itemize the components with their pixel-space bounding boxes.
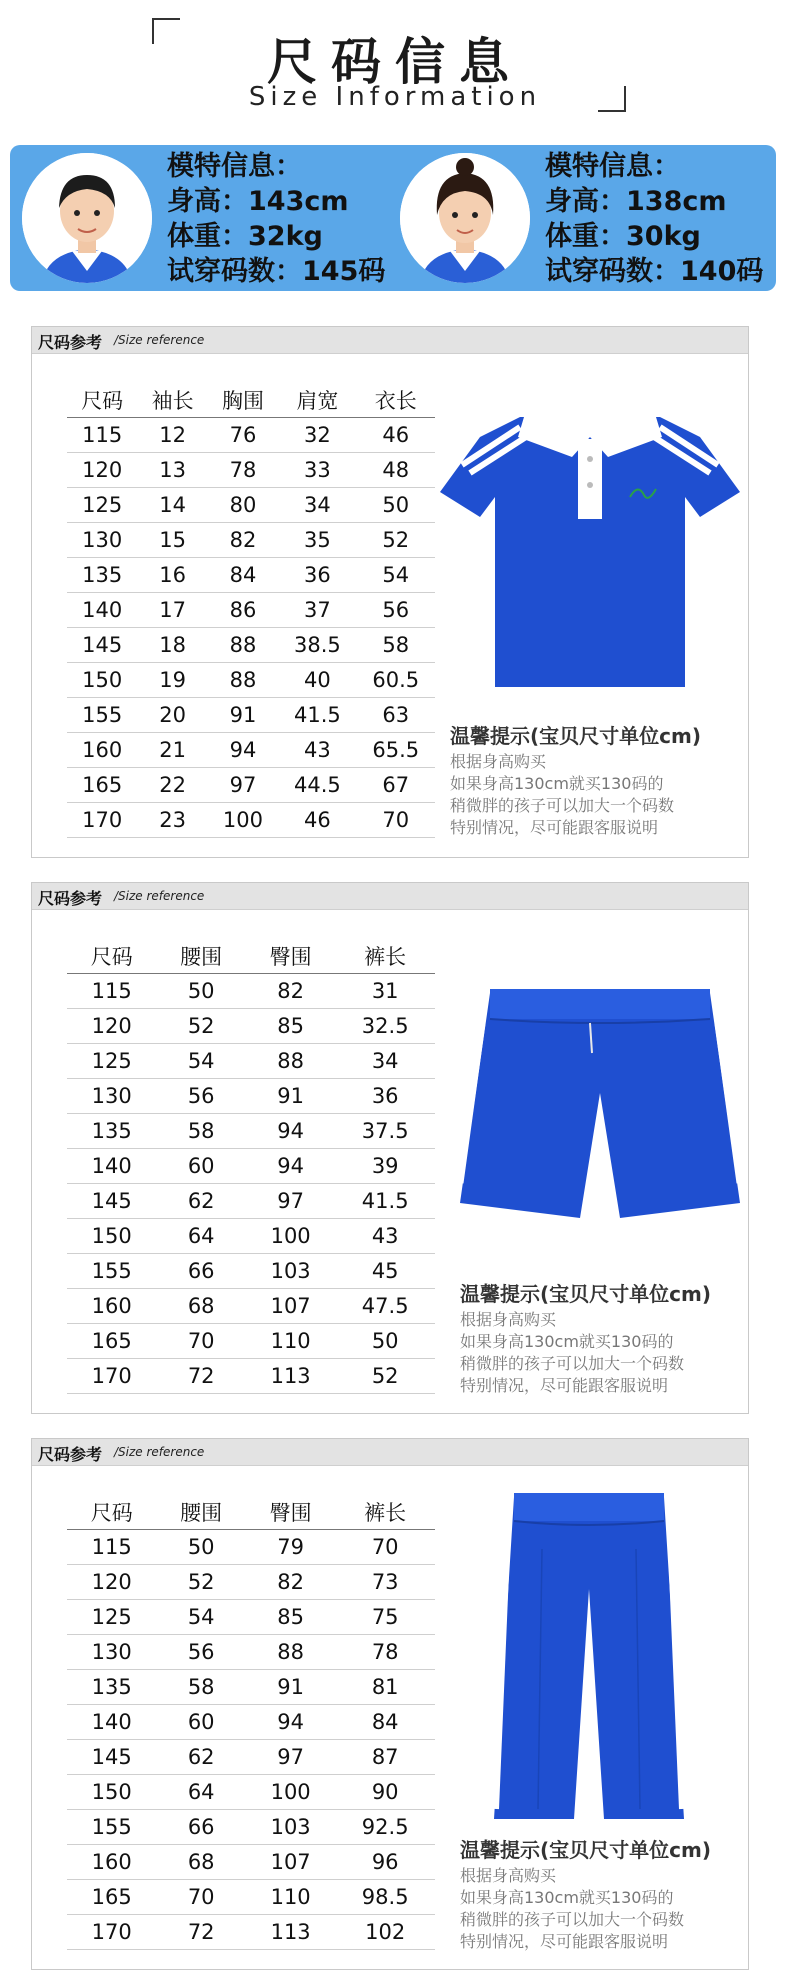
size-tip (460, 1283, 711, 1397)
model-size: 试穿码数：140码 (545, 256, 764, 287)
table-cell: 107 (246, 1845, 335, 1880)
model-height: 身高：138cm (545, 186, 727, 217)
table-cell: 43 (335, 1219, 435, 1254)
table-cell: 41.5 (335, 1184, 435, 1219)
table-row (67, 1044, 435, 1079)
table-cell: 19 (137, 663, 207, 698)
table-cell: 73 (335, 1565, 435, 1600)
tip-line: 如果身高130cm就买130码的 (460, 1888, 674, 1907)
table-cell: 145 (67, 628, 137, 663)
table-cell: 39 (335, 1149, 435, 1184)
table-cell: 145 (67, 1740, 156, 1775)
table-cell: 165 (67, 1324, 156, 1359)
table-cell: 76 (208, 418, 278, 453)
table-cell: 17 (137, 593, 207, 628)
table-cell: 113 (246, 1915, 335, 1950)
table-row (67, 1600, 435, 1635)
table-cell: 50 (357, 488, 435, 523)
column-header: 肩宽 (278, 383, 356, 418)
shorts-image (460, 983, 740, 1237)
table-cell: 92.5 (335, 1810, 435, 1845)
table-row (67, 593, 435, 628)
table-cell: 97 (246, 1740, 335, 1775)
column-header: 尺码 (67, 1495, 156, 1530)
table-cell: 82 (246, 974, 335, 1009)
table-row (67, 1254, 435, 1289)
tip-title: 温馨提示(宝贝尺寸单位cm) (460, 1282, 711, 1306)
table-cell: 140 (67, 593, 137, 628)
table-cell: 70 (156, 1324, 245, 1359)
table-cell: 35 (278, 523, 356, 558)
table-cell: 75 (335, 1600, 435, 1635)
table-row (67, 663, 435, 698)
table-cell: 145 (67, 1184, 156, 1219)
trousers-image (494, 1489, 684, 1833)
table-cell: 110 (246, 1324, 335, 1359)
table-cell: 125 (67, 488, 137, 523)
table-row (67, 1219, 435, 1254)
table-row (67, 1079, 435, 1114)
table-cell: 56 (156, 1635, 245, 1670)
table-cell: 115 (67, 418, 137, 453)
table-cell: 56 (357, 593, 435, 628)
table-cell: 84 (208, 558, 278, 593)
table-cell: 12 (137, 418, 207, 453)
panel-header (32, 1439, 748, 1466)
table-cell: 18 (137, 628, 207, 663)
table-row (67, 1149, 435, 1184)
table-row (67, 488, 435, 523)
column-header: 腰围 (156, 1495, 245, 1530)
table-cell: 33 (278, 453, 356, 488)
table-row (67, 974, 435, 1009)
table-cell: 94 (246, 1114, 335, 1149)
table-row (67, 1670, 435, 1705)
table-cell: 15 (137, 523, 207, 558)
table-cell: 150 (67, 663, 137, 698)
tip-line: 根据身高购买 (460, 1310, 557, 1329)
table-row (67, 558, 435, 593)
column-header: 臀围 (246, 939, 335, 974)
table-cell: 86 (208, 593, 278, 628)
table-cell: 41.5 (278, 698, 356, 733)
table-cell: 120 (67, 1009, 156, 1044)
table-row (67, 1359, 435, 1394)
table-cell: 20 (137, 698, 207, 733)
size-panel-shirt (31, 326, 749, 858)
size-panel-shorts (31, 882, 749, 1414)
tip-line: 如果身高130cm就买130码的 (450, 774, 664, 793)
table-cell: 58 (357, 628, 435, 663)
table-cell: 60 (156, 1149, 245, 1184)
table-row (67, 418, 435, 453)
table-row (67, 1289, 435, 1324)
model-info-girl (545, 149, 763, 289)
table-cell: 84 (335, 1705, 435, 1740)
size-panel-trousers (31, 1438, 749, 1970)
table-cell: 120 (67, 453, 137, 488)
table-cell: 165 (67, 1880, 156, 1915)
table-cell: 160 (67, 1845, 156, 1880)
table-cell: 63 (357, 698, 435, 733)
table-cell: 72 (156, 1359, 245, 1394)
size-table-shorts (67, 939, 435, 1394)
table-row (67, 1114, 435, 1149)
table-cell: 65.5 (357, 733, 435, 768)
table-cell: 50 (156, 1530, 245, 1565)
tip-line: 特别情况，尽可能跟客服说明 (460, 1376, 669, 1395)
model-label: 模特信息： (167, 151, 302, 182)
table-row (67, 803, 435, 838)
column-header: 衣长 (357, 383, 435, 418)
table-cell: 37.5 (335, 1114, 435, 1149)
table-cell: 64 (156, 1775, 245, 1810)
model-info-banner (10, 145, 776, 291)
table-header-row (67, 383, 435, 418)
table-cell: 36 (335, 1079, 435, 1114)
table-cell: 54 (357, 558, 435, 593)
table-cell: 140 (67, 1149, 156, 1184)
table-cell: 66 (156, 1810, 245, 1845)
table-cell: 135 (67, 558, 137, 593)
table-cell: 110 (246, 1880, 335, 1915)
table-cell: 34 (335, 1044, 435, 1079)
table-cell: 81 (335, 1670, 435, 1705)
table-cell: 100 (246, 1775, 335, 1810)
table-cell: 37 (278, 593, 356, 628)
table-cell: 78 (208, 453, 278, 488)
table-cell: 94 (208, 733, 278, 768)
panel-header-cn: 尺码参考 (38, 889, 103, 908)
table-cell: 150 (67, 1775, 156, 1810)
table-cell: 170 (67, 1915, 156, 1950)
model-weight: 体重：32kg (167, 221, 323, 252)
table-cell: 85 (246, 1009, 335, 1044)
table-cell: 82 (208, 523, 278, 558)
table-cell: 90 (335, 1775, 435, 1810)
tip-line: 根据身高购买 (460, 1866, 557, 1885)
panel-header-cn: 尺码参考 (38, 333, 103, 352)
table-cell: 43 (278, 733, 356, 768)
table-cell: 165 (67, 768, 137, 803)
tip-line: 稍微胖的孩子可以加大一个码数 (450, 796, 675, 815)
column-header: 臀围 (246, 1495, 335, 1530)
table-row (67, 1635, 435, 1670)
table-row (67, 1845, 435, 1880)
table-row (67, 1530, 435, 1565)
table-cell: 88 (208, 628, 278, 663)
table-cell: 130 (67, 523, 137, 558)
column-header: 袖长 (137, 383, 207, 418)
table-cell: 91 (246, 1670, 335, 1705)
column-header: 尺码 (67, 383, 137, 418)
table-cell: 155 (67, 1810, 156, 1845)
header (0, 0, 790, 135)
table-cell: 31 (335, 974, 435, 1009)
table-cell: 54 (156, 1044, 245, 1079)
table-cell: 115 (67, 974, 156, 1009)
panel-header-en: /Size reference (114, 1445, 205, 1459)
table-row (67, 1915, 435, 1950)
table-cell: 100 (208, 803, 278, 838)
table-row (67, 1184, 435, 1219)
table-cell: 46 (278, 803, 356, 838)
table-row (67, 1810, 435, 1845)
table-cell: 48 (357, 453, 435, 488)
column-header: 胸围 (208, 383, 278, 418)
model-weight: 体重：30kg (545, 221, 701, 252)
column-header: 裤长 (335, 1495, 435, 1530)
tip-line: 特别情况，尽可能跟客服说明 (460, 1932, 669, 1951)
tip-line: 特别情况，尽可能跟客服说明 (450, 818, 659, 837)
table-cell: 103 (246, 1810, 335, 1845)
table-cell: 87 (335, 1740, 435, 1775)
table-cell: 62 (156, 1740, 245, 1775)
table-row (67, 1880, 435, 1915)
table-cell: 16 (137, 558, 207, 593)
model-height: 身高：143cm (167, 186, 349, 217)
table-cell: 115 (67, 1530, 156, 1565)
table-cell: 160 (67, 733, 137, 768)
table-row (67, 628, 435, 663)
table-cell: 58 (156, 1114, 245, 1149)
table-cell: 80 (208, 488, 278, 523)
table-cell: 52 (357, 523, 435, 558)
table-cell: 130 (67, 1635, 156, 1670)
table-cell: 160 (67, 1289, 156, 1324)
panel-header-cn: 尺码参考 (38, 1445, 103, 1464)
corner-bracket-bottom-right (598, 86, 626, 112)
table-cell: 45 (335, 1254, 435, 1289)
table-cell: 94 (246, 1149, 335, 1184)
table-cell: 91 (208, 698, 278, 733)
size-table-shirt (67, 383, 435, 838)
tip-line: 稍微胖的孩子可以加大一个码数 (460, 1354, 685, 1373)
table-cell: 56 (156, 1079, 245, 1114)
tip-title: 温馨提示(宝贝尺寸单位cm) (450, 724, 701, 748)
table-cell: 46 (357, 418, 435, 453)
table-row (67, 453, 435, 488)
table-cell: 23 (137, 803, 207, 838)
table-cell: 113 (246, 1359, 335, 1394)
table-cell: 125 (67, 1600, 156, 1635)
table-row (67, 523, 435, 558)
table-cell: 32.5 (335, 1009, 435, 1044)
column-header: 腰围 (156, 939, 245, 974)
table-cell: 170 (67, 803, 137, 838)
table-row (67, 768, 435, 803)
table-cell: 120 (67, 1565, 156, 1600)
table-row (67, 1324, 435, 1359)
table-cell: 98.5 (335, 1880, 435, 1915)
table-row (67, 1775, 435, 1810)
table-cell: 130 (67, 1079, 156, 1114)
table-cell: 50 (156, 974, 245, 1009)
table-cell: 150 (67, 1219, 156, 1254)
table-row (67, 1009, 435, 1044)
polo-shirt-image (440, 397, 740, 701)
model-label: 模特信息： (545, 151, 680, 182)
table-cell: 135 (67, 1114, 156, 1149)
column-header: 裤长 (335, 939, 435, 974)
table-cell: 22 (137, 768, 207, 803)
model-info-boy (167, 149, 385, 289)
table-cell: 36 (278, 558, 356, 593)
table-header-row (67, 939, 435, 974)
table-cell: 100 (246, 1219, 335, 1254)
model-size: 试穿码数：145码 (167, 256, 386, 287)
panel-header (32, 327, 748, 354)
table-row (67, 1705, 435, 1740)
size-tip (460, 1839, 711, 1953)
table-cell: 107 (246, 1289, 335, 1324)
tip-line: 稍微胖的孩子可以加大一个码数 (460, 1910, 685, 1929)
table-cell: 38.5 (278, 628, 356, 663)
table-cell: 66 (156, 1254, 245, 1289)
tip-title: 温馨提示(宝贝尺寸单位cm) (460, 1838, 711, 1862)
table-row (67, 698, 435, 733)
table-cell: 64 (156, 1219, 245, 1254)
page-title: 尺码信息 (267, 33, 523, 91)
table-cell: 82 (246, 1565, 335, 1600)
size-tip (450, 725, 701, 839)
tip-line: 根据身高购买 (450, 752, 547, 771)
table-cell: 170 (67, 1359, 156, 1394)
table-cell: 135 (67, 1670, 156, 1705)
table-cell: 21 (137, 733, 207, 768)
table-cell: 34 (278, 488, 356, 523)
column-header: 尺码 (67, 939, 156, 974)
table-cell: 13 (137, 453, 207, 488)
panel-header-en: /Size reference (114, 889, 205, 903)
table-cell: 91 (246, 1079, 335, 1114)
table-cell: 155 (67, 698, 137, 733)
table-row (67, 733, 435, 768)
table-cell: 88 (208, 663, 278, 698)
table-cell: 78 (335, 1635, 435, 1670)
table-header-row (67, 1495, 435, 1530)
panel-header-en: /Size reference (114, 333, 205, 347)
table-cell: 96 (335, 1845, 435, 1880)
table-row (67, 1565, 435, 1600)
table-cell: 85 (246, 1600, 335, 1635)
table-cell: 88 (246, 1044, 335, 1079)
table-cell: 14 (137, 488, 207, 523)
table-cell: 103 (246, 1254, 335, 1289)
table-cell: 102 (335, 1915, 435, 1950)
table-cell: 70 (156, 1880, 245, 1915)
table-cell: 32 (278, 418, 356, 453)
tip-line: 如果身高130cm就买130码的 (460, 1332, 674, 1351)
table-cell: 68 (156, 1845, 245, 1880)
page-subtitle: Size Information (248, 82, 542, 112)
table-cell: 62 (156, 1184, 245, 1219)
table-cell: 52 (335, 1359, 435, 1394)
table-cell: 70 (335, 1530, 435, 1565)
table-cell: 50 (335, 1324, 435, 1359)
table-cell: 68 (156, 1289, 245, 1324)
table-cell: 155 (67, 1254, 156, 1289)
table-cell: 52 (156, 1009, 245, 1044)
table-cell: 97 (246, 1184, 335, 1219)
model-avatar-girl (400, 153, 530, 283)
table-cell: 60 (156, 1705, 245, 1740)
table-cell: 70 (357, 803, 435, 838)
table-cell: 54 (156, 1600, 245, 1635)
table-cell: 140 (67, 1705, 156, 1740)
table-cell: 67 (357, 768, 435, 803)
table-cell: 58 (156, 1670, 245, 1705)
table-cell: 47.5 (335, 1289, 435, 1324)
table-cell: 72 (156, 1915, 245, 1950)
model-avatar-boy (22, 153, 152, 283)
table-cell: 44.5 (278, 768, 356, 803)
table-cell: 94 (246, 1705, 335, 1740)
table-cell: 79 (246, 1530, 335, 1565)
table-row (67, 1740, 435, 1775)
panel-header (32, 883, 748, 910)
table-cell: 97 (208, 768, 278, 803)
table-cell: 125 (67, 1044, 156, 1079)
table-cell: 60.5 (357, 663, 435, 698)
table-cell: 88 (246, 1635, 335, 1670)
table-cell: 52 (156, 1565, 245, 1600)
table-cell: 40 (278, 663, 356, 698)
size-table-trousers (67, 1495, 435, 1950)
